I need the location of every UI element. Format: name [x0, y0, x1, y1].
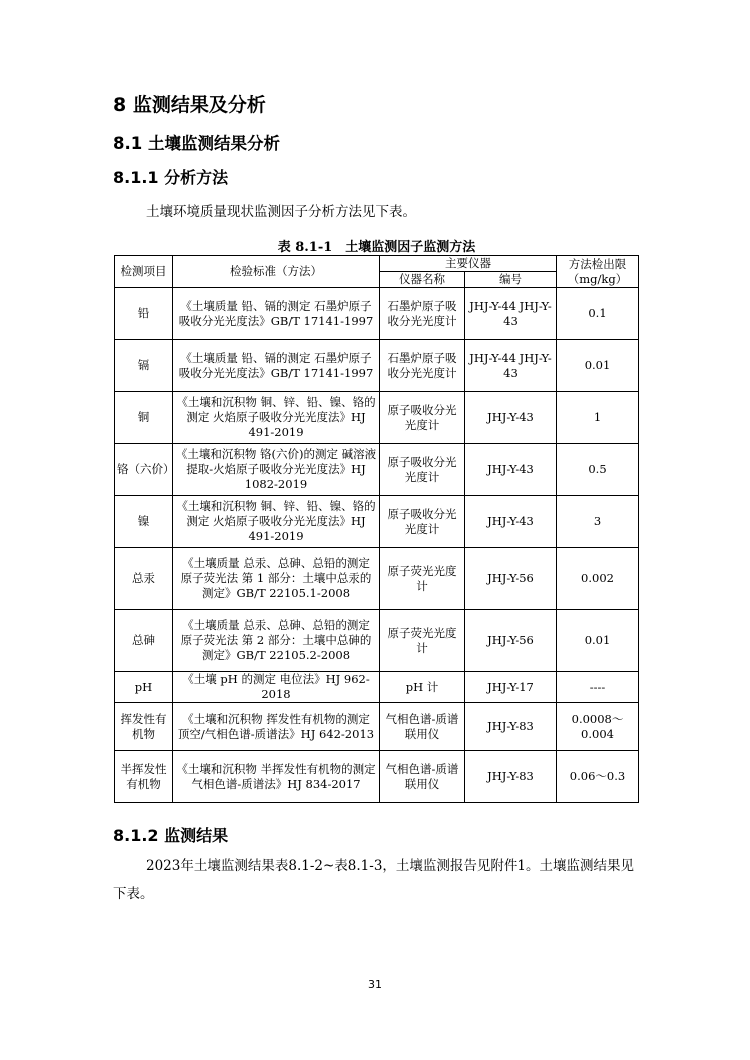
- cell-item: 总砷: [115, 610, 173, 672]
- cell-item: 挥发性有机物: [115, 703, 173, 751]
- cell-instrument: pH 计: [380, 672, 465, 703]
- cell-instrument: 石墨炉原子吸收分光光度计: [380, 288, 465, 340]
- table-row: [115, 444, 639, 496]
- cell-limit: 0.002: [557, 548, 639, 610]
- cell-limit: 0.01: [557, 340, 639, 392]
- cell-standard: 《土壤质量 铅、镉的测定 石墨炉原子吸收分光光度法》GB/T 17141-1997: [173, 288, 380, 340]
- cell-instrument-id: JHJ-Y-43: [465, 444, 557, 496]
- cell-instrument: 原子荧光光度计: [380, 548, 465, 610]
- cell-item: 铜: [115, 392, 173, 444]
- cell-item: 半挥发性有机物: [115, 751, 173, 803]
- cell-instrument-id: JHJ-Y-44 JHJ-Y-43: [465, 340, 557, 392]
- cell-instrument-id: JHJ-Y-56: [465, 548, 557, 610]
- cell-instrument: 原子吸收分光光度计: [380, 444, 465, 496]
- subsubsection-heading-results: 8.1.2 监测结果: [113, 826, 229, 845]
- cell-instrument: 气相色谱-质谱联用仪: [380, 703, 465, 751]
- header-limit: 方法检出限（mg/kg）: [557, 256, 639, 288]
- header-instrument-name: 仪器名称: [380, 272, 465, 288]
- cell-instrument-id: JHJ-Y-17: [465, 672, 557, 703]
- cell-instrument: 气相色谱-质谱联用仪: [380, 751, 465, 803]
- cell-limit: ----: [557, 672, 639, 703]
- subsection-heading: 8.1 土壤监测结果分析: [113, 134, 280, 153]
- table-row: [115, 392, 639, 444]
- header-standard: 检验标准（方法）: [173, 256, 380, 288]
- cell-item: pH: [115, 672, 173, 703]
- cell-item: 铅: [115, 288, 173, 340]
- cell-item: 镍: [115, 496, 173, 548]
- cell-limit: 3: [557, 496, 639, 548]
- cell-standard: 《土壤和沉积物 挥发性有机物的测定 顶空/气相色谱-质谱法》HJ 642-2013: [173, 703, 380, 751]
- cell-standard: 《土壤质量 总汞、总砷、总铅的测定 原子荧光法 第 2 部分：土壤中总砷的测定》GB/T 22105.2-2008: [173, 610, 380, 672]
- cell-instrument-id: JHJ-Y-44 JHJ-Y-43: [465, 288, 557, 340]
- cell-instrument: 原子吸收分光光度计: [380, 496, 465, 548]
- cell-standard: 《土壤 pH 的测定 电位法》HJ 962-2018: [173, 672, 380, 703]
- cell-standard: 《土壤质量 总汞、总砷、总铅的测定 原子荧光法 第 1 部分：土壤中总汞的测定》GB/T 22105.1-2008: [173, 548, 380, 610]
- intro-paragraph: 土壤环境质量现状监测因子分析方法见下表。: [146, 204, 416, 220]
- cell-item: 铬（六价）: [115, 444, 173, 496]
- table-caption: 表 8.1-1 土壤监测因子监测方法: [277, 240, 476, 255]
- table-row: [115, 496, 639, 548]
- cell-instrument-id: JHJ-Y-43: [465, 496, 557, 548]
- cell-limit: 1: [557, 392, 639, 444]
- cell-limit: 0.1: [557, 288, 639, 340]
- cell-standard: 《土壤质量 铅、镉的测定 石墨炉原子吸收分光光度法》GB/T 17141-1997: [173, 340, 380, 392]
- table-row: [115, 340, 639, 392]
- table-row: [115, 751, 639, 803]
- cell-standard: 《土壤和沉积物 铬(六价)的测定 碱溶液提取-火焰原子吸收分光光度法》HJ 1082-2019: [173, 444, 380, 496]
- cell-limit: 0.01: [557, 610, 639, 672]
- cell-instrument: 石墨炉原子吸收分光光度计: [380, 340, 465, 392]
- table-row: [115, 610, 639, 672]
- methods-table: [114, 255, 639, 803]
- header-instrument-group: 主要仪器: [380, 256, 557, 272]
- subsubsection-heading-methods: 8.1.1 分析方法: [113, 168, 229, 187]
- table-row: [115, 703, 639, 751]
- cell-instrument: 原子吸收分光光度计: [380, 392, 465, 444]
- cell-item: 镉: [115, 340, 173, 392]
- section-heading: 8 监测结果及分析: [113, 94, 266, 116]
- cell-instrument-id: JHJ-Y-43: [465, 392, 557, 444]
- page-number: 31: [368, 978, 382, 991]
- cell-instrument-id: JHJ-Y-56: [465, 610, 557, 672]
- cell-instrument-id: JHJ-Y-83: [465, 703, 557, 751]
- cell-standard: 《土壤和沉积物 铜、锌、铅、镍、铬的测定 火焰原子吸收分光光度法》HJ 491-2019: [173, 496, 380, 548]
- header-instrument-id: 编号: [465, 272, 557, 288]
- cell-instrument: 原子荧光光度计: [380, 610, 465, 672]
- header-item: 检测项目: [115, 256, 173, 288]
- cell-limit: 0.5: [557, 444, 639, 496]
- cell-instrument-id: JHJ-Y-83: [465, 751, 557, 803]
- table-row: [115, 288, 639, 340]
- cell-item: 总汞: [115, 548, 173, 610]
- result-paragraph: 2023年土壤监测结果表8.1-2~表8.1-3，土壤监测报告见附件1。土壤监测结果见下表。: [113, 858, 634, 902]
- cell-limit: 0.06～0.3: [557, 751, 639, 803]
- cell-limit: 0.0008～0.004: [557, 703, 639, 751]
- cell-standard: 《土壤和沉积物 半挥发性有机物的测定 气相色谱-质谱法》HJ 834-2017: [173, 751, 380, 803]
- cell-standard: 《土壤和沉积物 铜、锌、铅、镍、铬的测定 火焰原子吸收分光光度法》HJ 491-2019: [173, 392, 380, 444]
- table-row: [115, 672, 639, 703]
- table-row: [115, 548, 639, 610]
